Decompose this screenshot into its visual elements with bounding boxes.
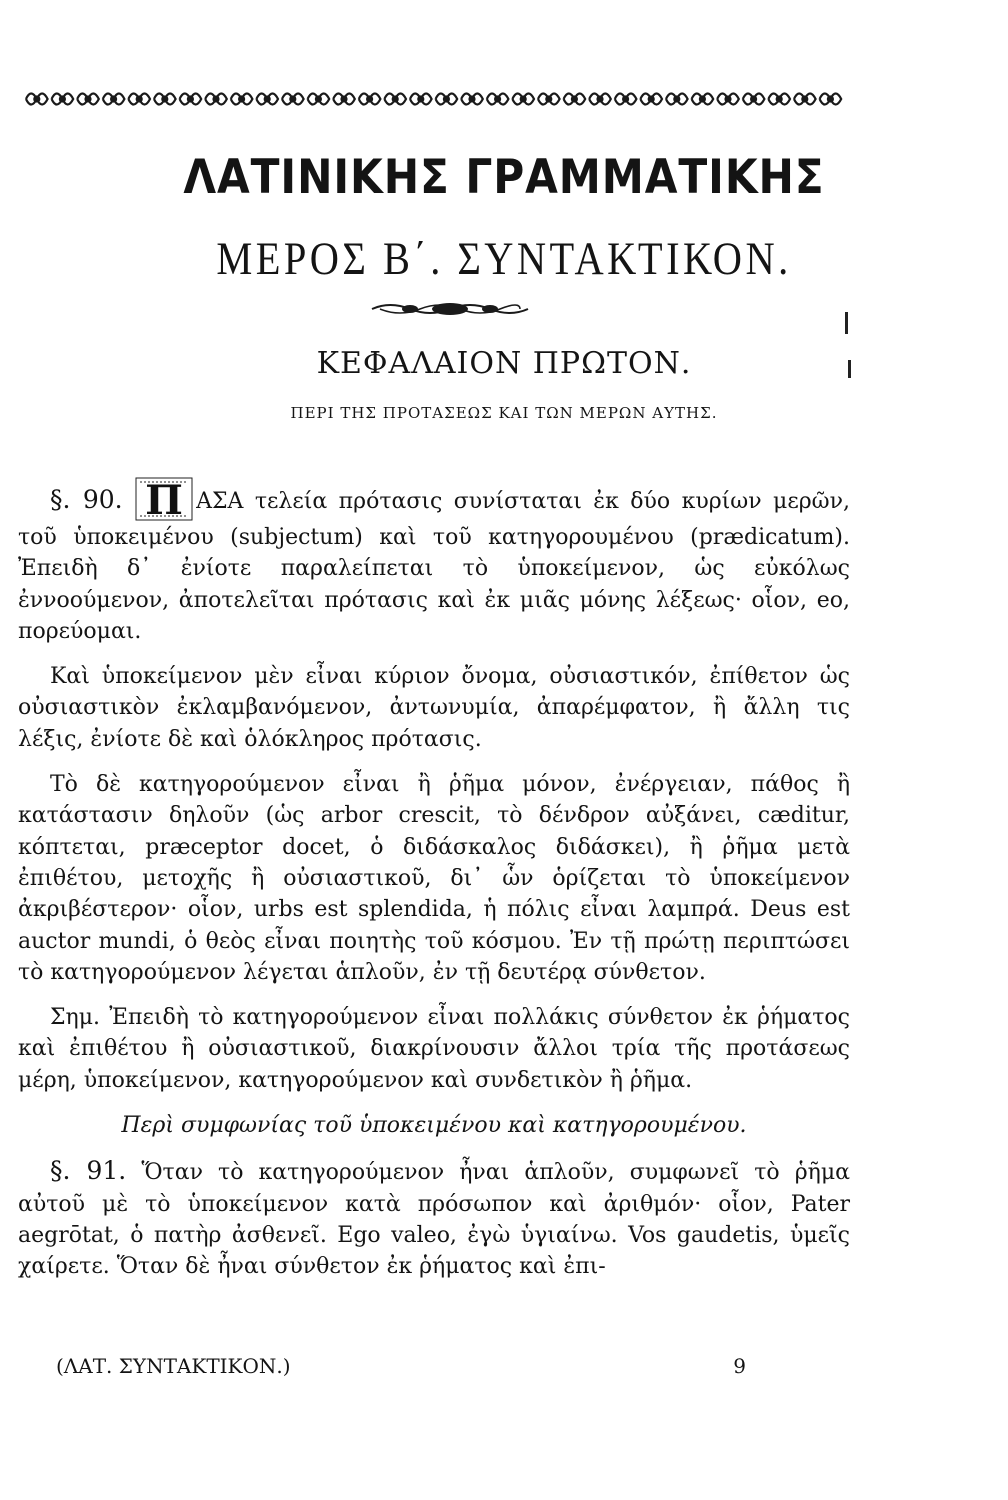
section-subtitle: Περὶ συμφωνίας τοῦ ὑποκειμένου καὶ κατηγορουμένου.: [121, 1113, 747, 1139]
paragraph-90: [18, 476, 850, 647]
decorated-initial: [134, 476, 194, 522]
page-number: 9: [733, 1354, 746, 1378]
paragraph-91: [18, 1155, 850, 1282]
section-subheading: ΠΕΡΙ ΤΗΣ ΠΡΟΤΑΣΕΩΣ ΚΑΙ ΤΩΝ ΜΕΡΩΝ ΑΥΤΗΣ.: [290, 404, 718, 422]
paragraph-text: Ὅταν τὸ κατηγορούμενον ἦναι ἁπλοῦν, συμφωνεῖ τὸ ῥῆμα αὐτοῦ μὲ τὸ ὑποκείμενον κατὰ πρόσωπον καὶ ἀριθμόν· οἷον, Pater aegrōtat, ὁ πατὴρ ἀσθενεῖ. Ego valeo, ἐγὼ ὑγιαίνω. Vos gaudetis, ὑμεῖς χαίρετε. Ὅταν δὲ ἦναι σύνθετον ἐκ ῥήματος καὶ ἐπι-: [18, 1160, 850, 1280]
paragraph-note: Σημ. Ἐπειδὴ τὸ κατηγορούμενον εἶναι πολλάκις σύνθετον ἐκ ῥήματος καὶ ἐπιθέτου ἢ οὐσιαστικοῦ, διακρίνουσιν ἄλλοι τρία τῆς προτάσεως μέρη, ὑποκείμενον, κατηγορούμενον καὶ συνδετικὸν ἢ ῥῆμα.: [18, 1005, 850, 1093]
book-title: ΛΑΤΙΝΙΚΗΣ ΓΡΑΜΜΑΤΙΚΗΣ: [183, 150, 825, 205]
paragraph-text: ΑΣΑ τελεία πρότασις συνίσταται ἐκ δύο κυρίων μερῶν, τοῦ ὑποκειμένου (subjectum) καὶ τοῦ κατηγορουμένου (prædicatum). Ἐπειδὴ δ᾽ ἐνίοτε παραλείπεται τὸ ὑποκείμενον, ὡς εὐκόλως ἐννοούμενον, ἀποτελεῖται πρότασις καὶ ἐκ μιᾶς μόνης λέξεως· οἷον, eo, πορεύομαι.: [18, 489, 850, 644]
paragraph-predicate: Τὸ δὲ κατηγορούμενον εἶναι ἢ ῥῆμα μόνον, ἐνέργειαν, πάθος ἢ κατάστασιν δηλοῦν (ὡς arbor crescit, τὸ δένδρον αὐξάνει, cæditur, κόπτεται, præceptor docet, ὁ διδάσκαλος διδάσκει), ἢ ῥῆμα μετὰ ἐπιθέτου, μετοχῆς ἢ οὐσιαστικοῦ, δι᾽ ὧν ὁρίζεται τὸ ὑποκείμενον ἀκριβέστερον· οἷον, urbs est splendida, ἡ πόλις εἶναι λαμπρά. Deus est auctor mundi, ὁ θεὸς εἶναι ποιητὴς τοῦ κόσμου. Ἐν τῇ πρώτῃ περιπτώσει τὸ κατηγορούμενον λέγεται ἁπλοῦν, ἐν τῇ δευτέρᾳ σύνθετον.: [18, 772, 850, 985]
margin-mark: [848, 360, 851, 378]
svg-text:Π: Π: [145, 477, 183, 522]
chapter-heading: ΚΕΦΑΛΑΙΟΝ ΠΡΩΤΟΝ.: [316, 346, 692, 381]
ornamental-border: [24, 84, 844, 114]
decorative-divider: [370, 299, 530, 319]
section-number: §. 90.: [50, 485, 123, 514]
page-footer: [56, 1354, 746, 1378]
paragraph-subject: Καὶ ὑποκείμενον μὲν εἶναι κύριον ὄνομα, οὐσιαστικόν, ἐπίθετον ὡς οὐσιαστικὸν ἐκλαμβανόμενον, ἀντωνυμία, ἀπαρέμφατον, ἢ ἄλλη τις λέξις, ἐνίοτε δὲ καὶ ὁλόκληρος πρότασις.: [18, 664, 850, 752]
main-text: [18, 476, 850, 1283]
part-title: ΜΕΡΟΣ Β΄. ΣΥΝΤΑΚΤΙΚΟΝ.: [216, 233, 792, 285]
signature-mark: (ΛΑΤ. ΣΥΝΤΑΚΤΙΚΟΝ.): [56, 1354, 291, 1378]
margin-mark: [845, 312, 848, 334]
section-number: §. 91.: [50, 1156, 127, 1186]
